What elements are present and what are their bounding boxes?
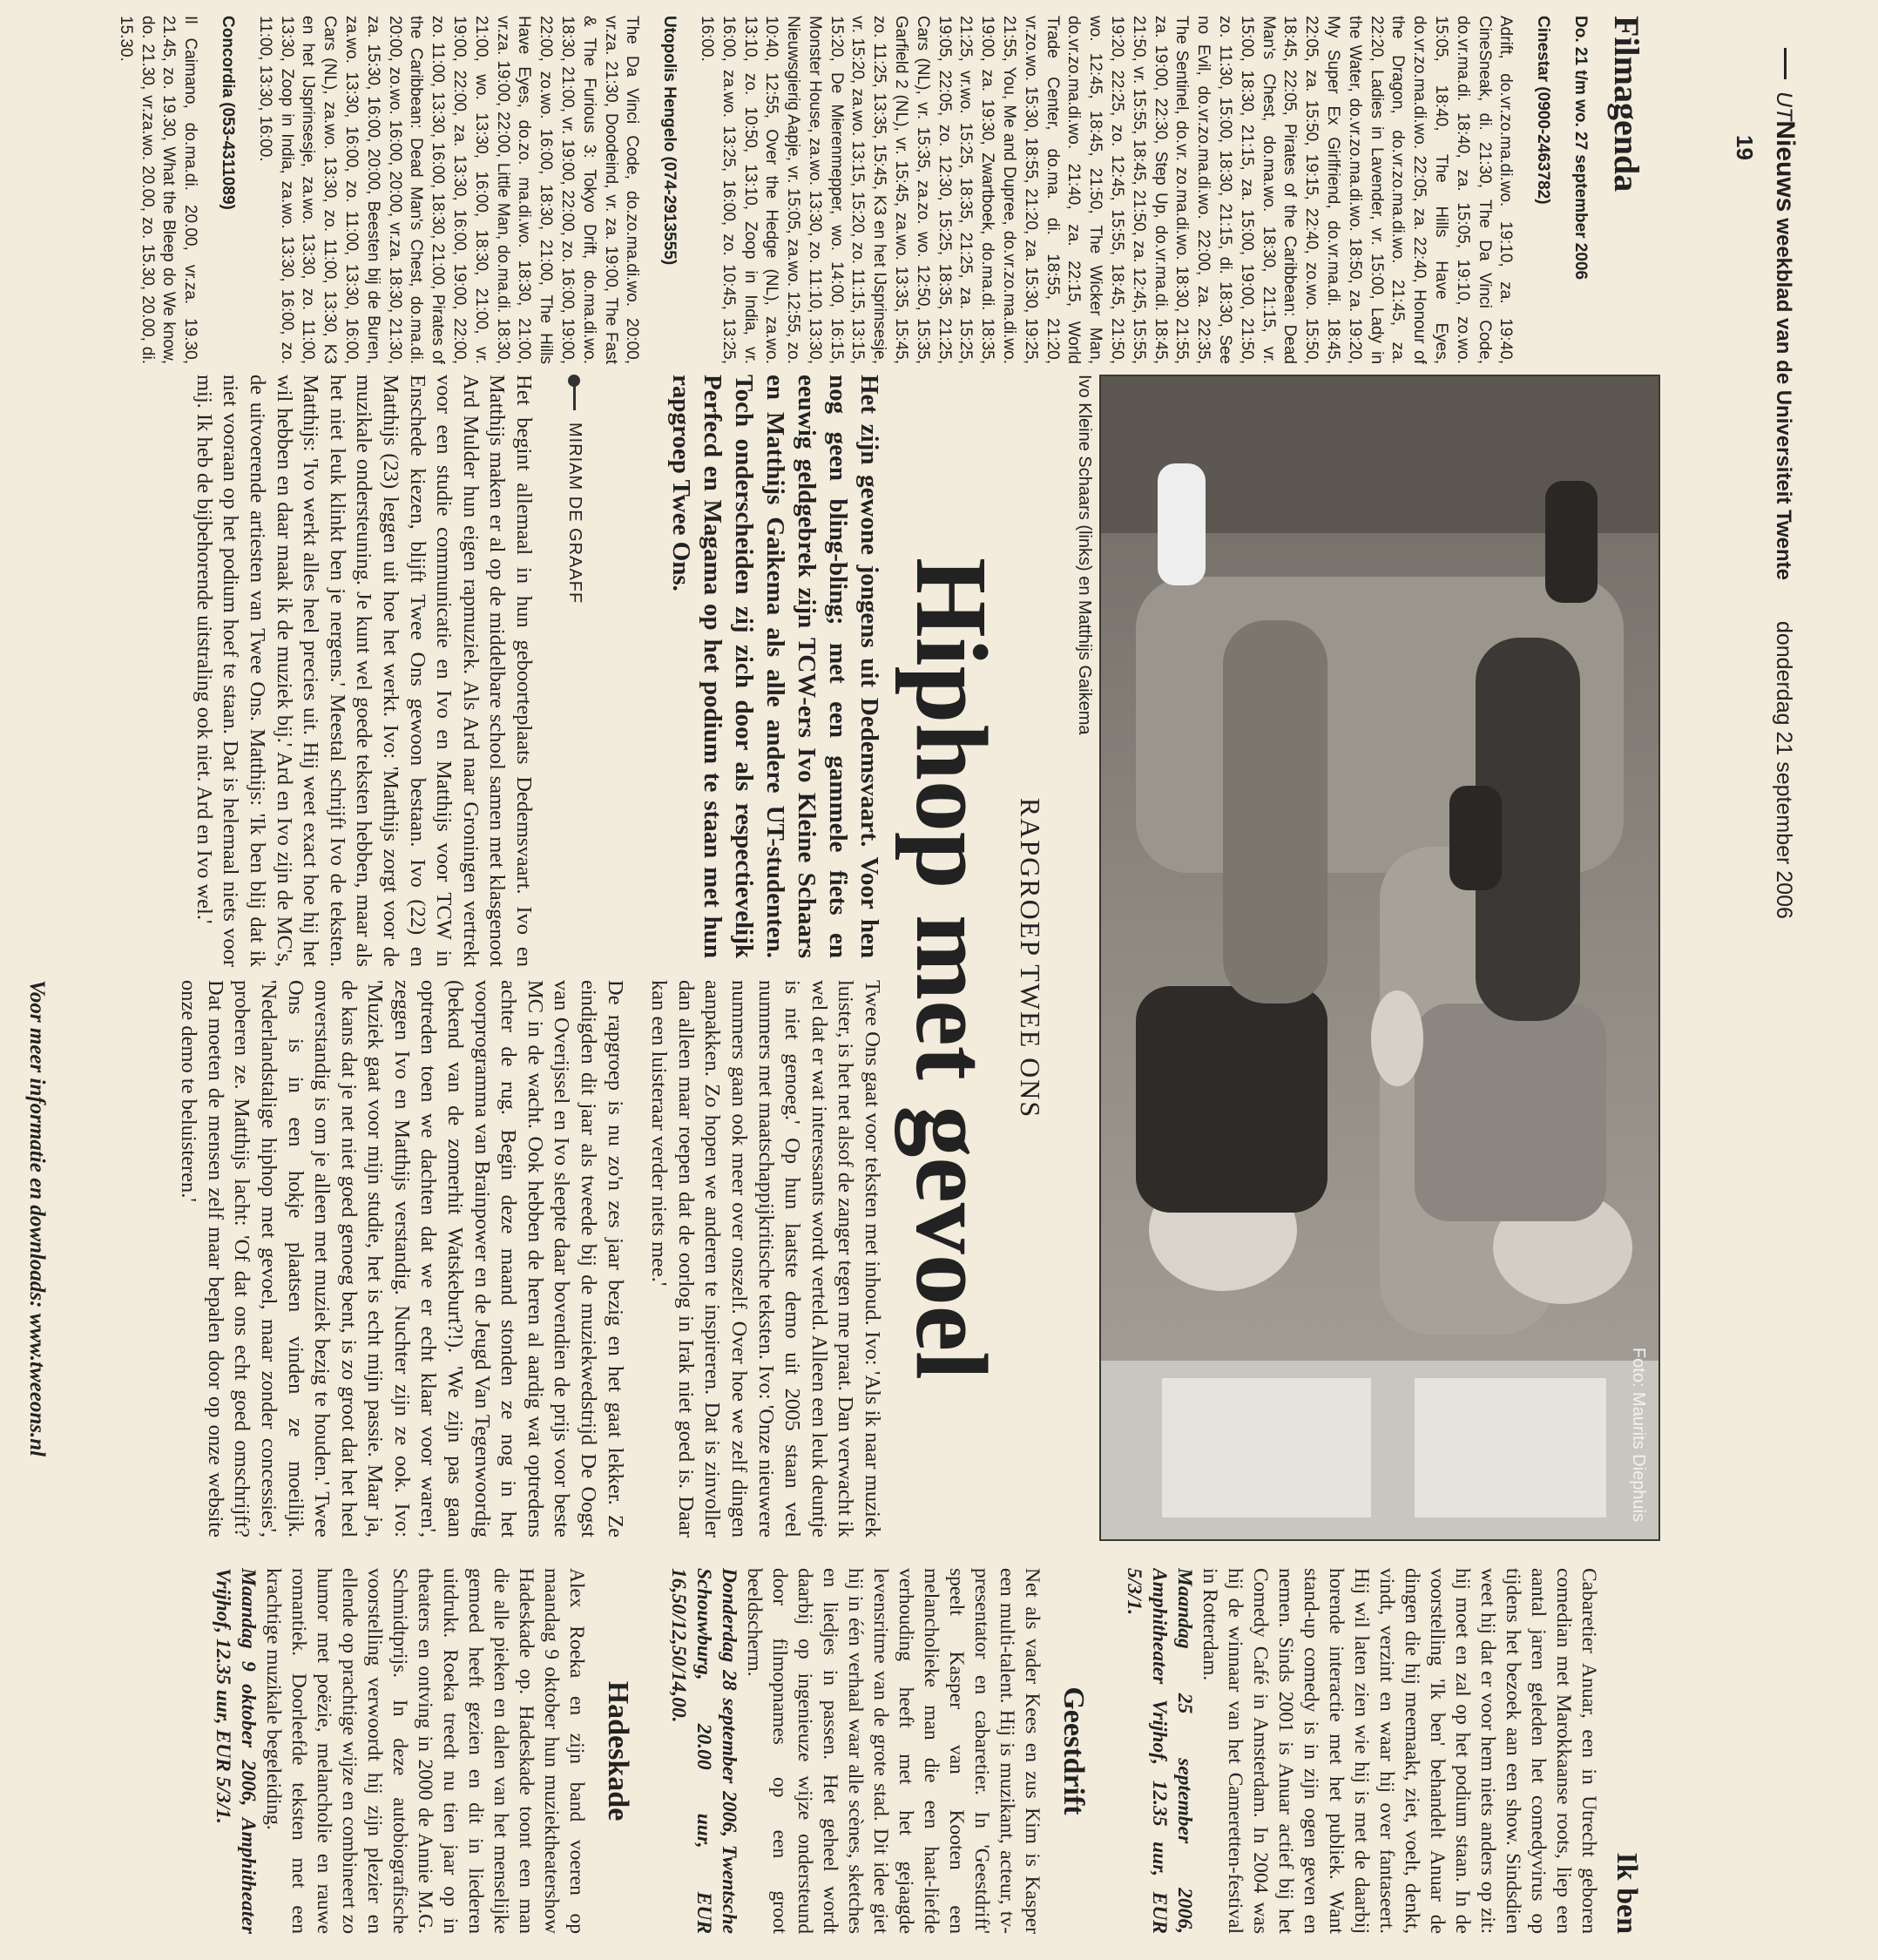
article-column-1 bbox=[14, 375, 537, 967]
masthead bbox=[1770, 91, 1800, 1886]
article-headline: Hiphop met gevoel bbox=[895, 558, 1009, 1380]
masthead-subtitle: weekblad van de Universiteit Twente bbox=[1772, 218, 1795, 580]
photo-caption: Ivo Kleine Schaars (links) en Matthijs Gaikema bbox=[1075, 375, 1094, 735]
filmagenda-period: Do. 21 t/m wo. 27 september 2006 bbox=[1571, 16, 1590, 280]
sidebar-title: Geestdrift bbox=[1057, 1686, 1090, 1815]
masthead-rule bbox=[1784, 48, 1787, 79]
masthead-date: donderdag 21 september 2006 bbox=[1772, 620, 1796, 919]
masthead-logo: Nieuws bbox=[1771, 120, 1800, 213]
cinema-listing: The Da Vinci Code, do.zo.ma.di.wo. 20:00, vr.za. 21:30, Doodeind, vr. za. 19:00, The Fast & The Furious 3: Tokyo Drift, do.ma.di.wo. 18:30, 21:00, vr. 19:00, 22:00, zo. 16:00, 19:00, 22:00, zo.wo. 16:00, 18:30, 21:00, The Hills Have Eyes, do.zo. ma.di.wo. 18:30, 21:00, vr.za. 19:00, 22:00, Little Man, do.ma.di. 18:30, 21:00, wo. 13:30, 16:00, 18:30, 21:00, vr. 19:00, 22:00, za. 13:30, 16:00, 19:00, 22:00, zo. 11:00, 13:30, 16:00, 18:30, 21:00, Pirates of the Caribbean: Dead Man's Chest, do.ma.di. 20:00, zo.wo. 16:00, 20:00, vr.za. 18:30, 21:30, za. 15:30, 16:00, 20:00, Beesten bij de Buren, za.wo. 13:30, 16:00, zo. 11:00, 13:30, 16:00, Cars (NL), za.wo. 13:30, zo. 11:00, 13:30, K3 en het IJsprinsesje, za.wo. 13:30, zo. 11:00, 13:30, Zoop in India, za.wo. 13:30, 16:00, zo. 11:00, 13:30, 16:00. bbox=[255, 16, 642, 364]
article-author: MIRIAM DE GRAAFF bbox=[565, 422, 584, 605]
masthead-logo-prefix: UT bbox=[1772, 91, 1796, 121]
sidebar-item bbox=[665, 1568, 1044, 1934]
photo-illustration bbox=[1101, 376, 1658, 1539]
article-photo bbox=[1099, 375, 1660, 1541]
cinema-name: Concordia (053-4311089) bbox=[218, 16, 237, 210]
article-more-info: Voor meer informatie en downloads: www.tweeons.nl bbox=[25, 980, 49, 1457]
sidebar-text: Alex Roeka en zijn band voeren op maandag 9 oktober hun muziektheatershow Hadeskade op. Hadeskade toont een man die alle pieken en dalen van het menselijke gemoed heeft gezien en dit in liederen uitdrukt. Roeka treedt nu tien jaar op in theaters en ontving in 2000 de Annie M.G. Schmidtprijs. In deze autobiografische voorstelling verwoordt hij zijn plezier en ellende op prachtige wijze en combineert zo humor met poëzie, melancholie en rauwe romantiek. Doorleefde teksten met een krachtige muzikale begeleiding. bbox=[262, 1568, 588, 1934]
sidebar bbox=[14, 1568, 1643, 1934]
article-paragraph: De rapgroep is nu zo'n zes jaar bezig en het gaat lekker. Ze eindigden dit jaar als tweede bij de muziekwedstrijd De Oogst van Overijssel en Ivo sleepte daar bovendien de prijs voor beste MC in de wacht. Ook hebben de heren al aardig wat optredens achter de rug. Begin deze maand stonden ze nog in het voorprogramma van Brainpower en de Jeugd Van Tegenwoordig (bekend van de zomerhit Watskeburt?!). 'We zijn pas gaan optreden toen we dachten dat we er echt klaar voor waren', zeggen Ivo en Matthijs verstandig. Nuchter zijn ze ook. Ivo: 'Muziek gaat voor mijn studie, het is echt mijn passie. Maar ja, de kans dat je net niet goed genoeg bent, is zo groot dat het heel onverstandig is om je alleen met muziek bezig te houden.' Twee Ons is in een hokje plaatsen vinden ze moeilijk. 'Nederlandstalige hiphop met gevoel, maar zonder concessies', proberen ze. Matthijs lacht: 'Of dat ons echt goed omschrijft? Dat moeten de mensen zelf maar bepalen door op onze website onze demo te beluisteren.' bbox=[177, 980, 627, 1538]
photo-credit: Foto: Maurits Diephuis bbox=[1629, 1347, 1648, 1522]
article-lead: Het zijn gewone jongens uit Dedemsvaart. Voor hen nog geen bling-bling; met een gammele fiets en eeuwig geldgebrek zijn TCW-ers Ivo Kleine Schaars en Matthijs Gaikema als alle andere UT-studenten. Toch onderscheiden zij zich door als respectievelijk Perfecd en Magama op het podium te staan met hun rapgroep Twee Ons. bbox=[667, 375, 883, 958]
article-column-2 bbox=[49, 980, 885, 1538]
filmagenda-title: Filmagenda bbox=[1607, 16, 1646, 193]
sidebar-when: Maandag 9 oktober 2006, Amphitheater Vrijhof, 12.35 uur, EUR 5/3/1. bbox=[212, 1568, 260, 1934]
sidebar-title: Ik ben bbox=[1611, 1852, 1643, 1934]
sidebar-when: Donderdag 28 september 2006, Twentsche Schouwburg, 20.00 uur, EUR 16,50/12,50/14,00. bbox=[667, 1568, 740, 1934]
sidebar-when: Maandag 25 september 2006, Amphitheater Vrijhof, 12.35 uur, EUR 5/3/1. bbox=[1123, 1568, 1196, 1934]
article-paragraph: Twee Ons gaat voor teksten met inhoud. Ivo: 'Als ik naar muziek luister, is het net alsof de zanger tegen me praat. Dan verwacht ik wel dat er wat interessants wordt verteld. Alleen een leuk deuntje is niet genoeg.' Op hun laatste demo uit 2005 staan veel nummers met maatschappijkritische teksten. Ivo: 'Onze nieuwere nummers gaan ook meer over onszelf. Over hoe we zelf dingen aanpakken. Zo hopen we anderen te inspireren. Dat is zinvoller dan alleen maar roepen dat de oorlog in Irak niet goed is. Daar kan een luisteraar verder niets mee.' bbox=[647, 980, 884, 1538]
cinema-name: Utopolis Hengelo (074-2913555) bbox=[660, 16, 679, 266]
sidebar-text: Cabaretier Anuar, een in Utrecht geboren comedian met Marokkaanse roots, liep een aantal jaren geleden het comedyvirus op tijdens het bezoek aan een show. Sindsdien weet hij dat er voor hem niets anders op zit: hij moet en zal op het podium staan. In de voorstelling 'Ik ben' behandelt Anuar de dingen die hij meemaakt, ziet, voelt, denkt, vindt, verzint en waar hij over fantaseert. Hij wil laten zien wie hij is met de daarbij horende interactie met het publiek. Want stand-up comedy is in zijn ogen geven en nemen. Sinds 2001 is Anuar actief bij het Comedy Café in Amsterdam. In 2004 was hij de winnaar van het Cameretten-festival in Rotterdam. bbox=[1199, 1568, 1600, 1934]
cinema-listing: Il Caimano, do.ma.di. 20.00, vr.za. 19.30, 21.45, zo. 19.30, What the Bleep do We know, do. 21.30, vr.za.wo. 20.00, zo. 15.30, 20.00, di. 15.30. bbox=[116, 16, 200, 364]
sidebar-title: Hadeskade bbox=[602, 1680, 634, 1821]
cinema-name: Cinestar (0900-2463782) bbox=[1534, 16, 1553, 205]
cinema-listing: Adrift, do.vr.zo.ma.di.wo. 19:10, za. 19:40, CineSneak, di. 21:30, The Da Vinci Code, do.vr.ma.di. 18:40, za. 15:05, 19:10, zo.wo. 15:05, 18:40, The Hills Have Eyes, do.vr.zo.ma.di.wo. 22:05, za. 22:40, Honour of the Dragon, do.vr.zo.ma.di.wo. 21:45, za. 22:20, Ladies in Lavender, vr. 15:00, Lady in the Water, do.vr.zo.ma.di.wo. 18:50, za. 19:20, My Super Ex Girlfriend, do.vr.ma.di. 18:45, 22:05, za. 15:50, 19:15, 22:40, zo.wo. 15:50, 18:45, 22:05, Pirates of the Caribbean: Dead Man's Chest, do.ma.wo. 18:30, 21:15, vr. 15:00, 18:30, 21:15, za. 15:00, 19:00, 21:50, zo. 11:30, 15:00, 18:30, 21:15, di. 18:30, See no Evil, do.vr.zo.ma.di.wo. 22:00, za. 22:35, The Sentinel, do.vr. zo.ma.di.wo. 18:30, 21:55, za. 19:00, 22:30, Step Up, do.vr.ma.di. 18:45, 21:50, vr. 15:55, 18:45, 21:50, za. 12:45, 15:55, 19:20, 22:25, zo. 12:45, 15:55, 18:45, 21:50, wo. 12:45, 18:45, 21:50, The Wicker Man, do.vr.zo.ma.di.wo. 21:40, za. 22:15, World Trade Center, do.ma. di. 18:55, 21:20, vr.zo.wo. 15:30, 18:55, 21:20, za. 15:30, 19:25, 21:55, You, Me and Dupree, do.vr.zo.ma.di.wo. 19:00, za. 19:30, Zwartboek, do.ma.di. 18:35, 21:25, vr.wo. 15:25, 18:35, 21:25, za. 15:25, 19:05, 22:05, zo. 12:30, 15:25, 18:35, 21:25, Cars (NL), vr. 15:35, za.zo. wo. 12:50, 15:35, Garfield 2 (NL), vr. 15:45, za.wo. 13:35, 15:45, zo. 11:25, 13:35, 15:45, K3 en het IJsprinsesje, vr. 15:20, za.wo. 13:15, 15:20, zo. 11:15, 13:15, 15:20, De Mierenmepper, wo. 14:00, 16:15, Monster House, za.wo. 13:30, zo. 11:10, 13:30, Nieuwsgierig Aapje, vr. 15:05, za.wo. 12:55, zo. 10:40, 12:55, Over the Hedge (NL), za.wo. 13:10, zo. 10:50, 13:10, Zoop in India, vr. 16:00, za.wo. 13:25, 16:00, zo. 10:45, 13:25, 16:00. bbox=[697, 16, 1516, 364]
article-paragraph: Het begint allemaal in hun geboorteplaats Dedemsvaart. Ivo en Matthijs maken er al op de middelbare school samen met klasgenoot Ard Mulder hun eigen rapmuziek. Als Ard naar Groningen vertrekt voor een studie communicatie en Ivo en Matthijs voor TCW in Enschede kiezen, blijft Twee Ons gewoon bestaan. Ivo (22) en Matthijs (23) leggen uit hoe het werkt. Ivo: 'Matthijs zorgt voor de muzikale ondersteuning. Je kunt wel goede teksten hebben, maar als het niet leuk klinkt ben je nergens.' Meestal schrijft Ivo de teksten. Matthijs: 'Ivo werkt alles heel precies uit. Hij weet exact hoe hij het wil hebben en daar maak ik de muziek bij.' Ard en Ivo zijn de MC's, de uitvoerende artiesten van Twee Ons. Matthijs: 'Ik ben blij dat ik niet vooraan op het podium hoef te staan. Dat is helemaal niets voor mij. Ik heb de bijbehorende uitstraling ook niet. Ard en Ivo wel.' bbox=[192, 375, 536, 967]
author-rule bbox=[573, 384, 576, 410]
article-kicker: RAPGROEP TWEE ONS bbox=[1015, 797, 1046, 1119]
page-number: 19 bbox=[1732, 135, 1758, 160]
filmagenda bbox=[23, 16, 1591, 364]
sidebar-item bbox=[1121, 1568, 1601, 1934]
sidebar-item bbox=[210, 1568, 589, 1934]
sidebar-text: Net als vader Kees en zus Kim is Kasper een multi-talent. Hij is muzikant, acteur, tv-presentator en cabaretier. In 'Geestdrift' speelt Kasper van Kooten een melancholieke man die een haat-liefde verhouding heeft met het gejaagde levensritme van de grote stad. Dit idee giet hij in één verhaal waar alle scènes, sketches en liedjes in passen. Het geheel wordt daarbij op ingenieuze wijze ondersteund door filmopnames op een groot beeldscherm. bbox=[743, 1568, 1044, 1934]
